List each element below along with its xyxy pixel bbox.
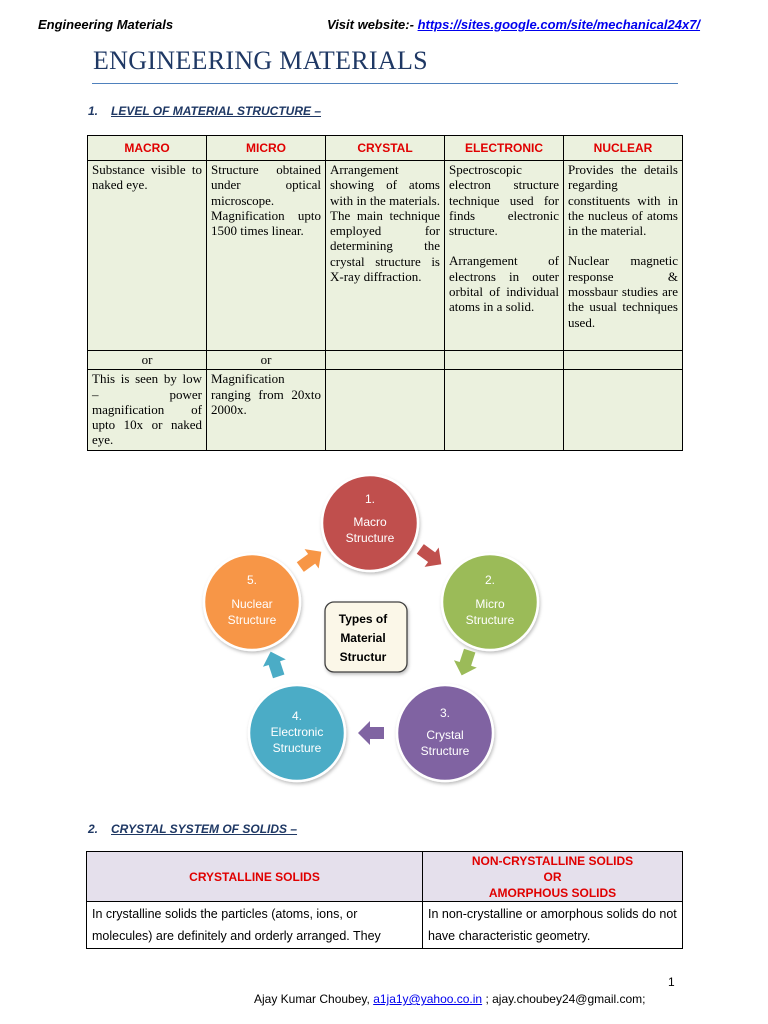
diagram-center-box	[325, 602, 407, 672]
node-number: 1.	[364, 492, 376, 506]
table-cell	[445, 351, 564, 370]
node-label-line-2: Structure	[420, 744, 470, 758]
table-cell	[445, 161, 564, 351]
table-cell: or	[88, 351, 207, 370]
table-row	[87, 902, 683, 949]
column-header-crystal: CRYSTAL	[326, 136, 445, 161]
email-link[interactable]: a1ja1y@yahoo.co.in	[373, 992, 483, 1006]
cycle-arrow-4-to-5	[259, 648, 290, 680]
center-line-2: Material	[340, 631, 386, 645]
node-number: 3.	[439, 706, 451, 720]
cell-paragraph: Nuclear magnetic response & mossbaur studies are the usual techniques used.	[568, 253, 678, 330]
header-line: OR	[543, 869, 562, 884]
section-title: LEVEL OF MATERIAL STRUCTURE –	[111, 104, 322, 118]
node-label-line-2: Structure	[272, 741, 322, 755]
secondary-email: ; ajay.choubey24@gmail.com;	[485, 992, 646, 1006]
cycle-arrow-1-to-2	[413, 539, 448, 574]
table-row	[88, 351, 683, 370]
cell-paragraph: Arrangement of electrons in outer orbital of individual atoms in a solid.	[449, 253, 559, 315]
node-number: 4.	[291, 709, 303, 723]
table-cell: Magnification ranging from 20xto 2000x.	[207, 370, 326, 450]
node-number: 5.	[246, 573, 258, 587]
column-header-non-crystalline	[423, 852, 683, 902]
column-header-macro: MACRO	[88, 136, 207, 161]
node-label-line-2: Structure	[465, 613, 515, 627]
cycle-arrow-3-to-4	[358, 721, 384, 745]
node-crystal-structure	[397, 685, 493, 781]
table-row	[88, 161, 683, 351]
header-website-label: Visit website:-	[327, 17, 414, 32]
structure-cycle-diagram	[0, 470, 768, 800]
column-header-electronic: ELECTRONIC	[445, 136, 564, 161]
table-cell: This is seen by low – power magnification of upto 10x or naked eye.	[88, 370, 207, 450]
title-underline	[92, 83, 678, 84]
page-title: ENGINEERING MATERIALS	[93, 46, 428, 75]
page-number: 1	[668, 975, 675, 989]
column-header-nuclear: NUCLEAR	[564, 136, 683, 161]
table-header-row	[87, 852, 683, 902]
section-title: CRYSTAL SYSTEM OF SOLIDS –	[111, 822, 298, 836]
node-label-line-1: Crystal	[426, 728, 464, 742]
node-number: 2.	[484, 573, 496, 587]
crystal-system-table	[86, 851, 683, 949]
node-label-line-2: Structure	[345, 531, 395, 545]
cycle-arrow-2-to-3	[450, 647, 481, 679]
table-cell	[564, 370, 683, 450]
table-cell	[564, 161, 683, 351]
center-line-3: Structur	[339, 650, 387, 664]
table-cell: Structure obtained under optical microscope. Magnification upto 1500 times linear.	[207, 161, 326, 351]
section-heading-2	[88, 822, 297, 836]
node-macro-structure	[322, 475, 418, 571]
cycle-arrow-5-to-1	[293, 542, 328, 577]
section-number: 1.	[88, 104, 99, 118]
section-heading-1	[88, 104, 321, 118]
cell-paragraph: Spectroscopic electron structure technique used for finds electronic structure.	[449, 162, 559, 239]
table-header-row	[88, 136, 683, 161]
node-label-line-1: Electronic	[270, 725, 324, 739]
header-line: AMORPHOUS SOLIDS	[488, 885, 617, 900]
column-header-micro: MICRO	[207, 136, 326, 161]
footer-contact	[254, 992, 646, 1006]
table-cell	[326, 351, 445, 370]
table-cell	[564, 351, 683, 370]
node-electronic-structure	[249, 685, 345, 781]
node-label-line-2: Structure	[227, 613, 277, 627]
cell-paragraph: Provides the details regarding constituents with in the nucleus of atoms in the material.	[568, 162, 678, 239]
table-cell: In crystalline solids the particles (atoms, ions, or molecules) are definitely and orderly arranged. They	[87, 902, 423, 949]
header-line: NON-CRYSTALLINE SOLIDS	[471, 853, 634, 868]
table-cell: Substance visible to naked eye.	[88, 161, 207, 351]
node-nuclear-structure	[204, 554, 300, 650]
table-cell	[445, 370, 564, 450]
node-label-line-1: Nuclear	[231, 597, 273, 611]
section-number: 2.	[88, 822, 99, 836]
table-cell: or	[207, 351, 326, 370]
author-name: Ajay Kumar Choubey,	[254, 992, 370, 1006]
node-label-line-1: Micro	[475, 597, 505, 611]
table-row	[88, 370, 683, 450]
table-cell	[326, 370, 445, 450]
table-cell: Arrangement showing of atoms with in the materials. The main technique employed for determining the crystal structure is X-ray diffraction.	[326, 161, 445, 351]
header-title: Engineering Materials	[38, 17, 174, 32]
column-header-crystalline: CRYSTALLINE SOLIDS	[87, 852, 423, 902]
center-line-1: Types of	[338, 612, 388, 626]
header-website	[327, 17, 700, 32]
node-micro-structure	[442, 554, 538, 650]
table-cell: In non-crystalline or amorphous solids do not have characteristic geometry.	[423, 902, 683, 949]
node-label-line-1: Macro	[353, 515, 387, 529]
website-link[interactable]: https://sites.google.com/site/mechanical24x7/	[417, 17, 701, 32]
material-structure-table	[87, 135, 683, 451]
